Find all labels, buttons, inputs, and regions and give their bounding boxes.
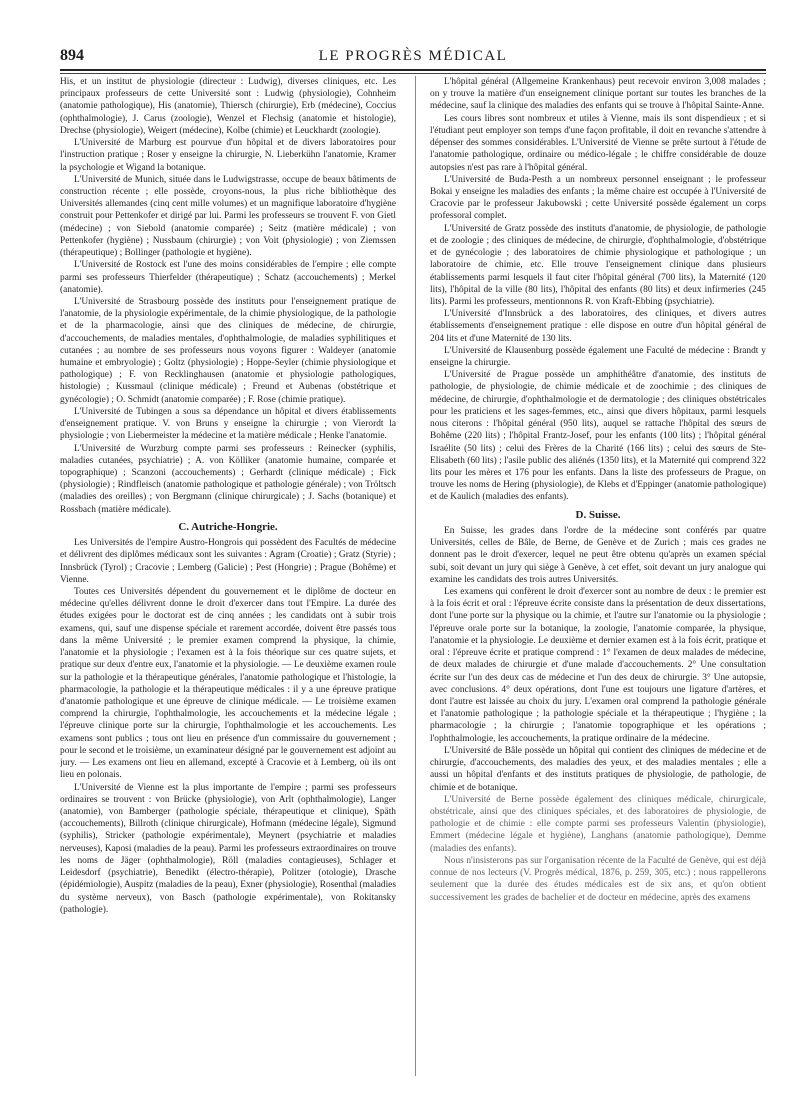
paragraph: Nous n'insisterons pas sur l'organisation récente de la Faculté de Genève, qui est déjà connue de nos lecteurs (V. Progrès médical, 1876, p. 259, 305, etc.) ; nous rappellerons seulement que la durée des études médicales est de six ans, et qu'on obtient successivement les grades de bachelier et de docteur en médecine, après des examens (430, 855, 766, 903)
paragraph: L'Université de Bâle possède un hôpital qui contient des cliniques de médecine et de chirurgie, d'accouchements, des maladies des yeux, et des maladies mentales ; elle a aussi un hôpital d'enfants et des instituts pratiques de physiologie, de pathologie, de chimie et de botanique. (430, 745, 766, 793)
paragraph: L'Université de Wurzburg compte parmi ses professeurs : Reinecker (syphilis, maladies cutanées, psychiatrie) ; A. von Kölliker (anatomie humaine, comparée et topographique) ; Scanzoni (accouchements) ; Gerhardt (clinique médicale) ; Fick (physiologie) ; Rindfleisch (anatomie pathologique et pathologie générale) ; von Tröltsch (maladies des oreilles) ; von Bergmann (clinique chirurgicale) ; J. Sachs (botanique) et Rossbach (matière médicale). (60, 443, 396, 515)
column-divider (415, 76, 416, 1076)
paragraph: L'Université de Gratz possède des instituts d'anatomie, de physiologie, de pathologie et de zoologie ; des cliniques de médecine, de chirurgie, d'ophthalmologie, d'obstétrique et de gynécologie ; des laboratoires de chimie physiologique et pathologique ; un laboratoire de chimie, etc. Elle trouve l'enseignement clinique dans plusieurs établissements parmi lesquels il faut citer l'hôpital général (700 lits), la Maternité (120 lits), l'hôpital de la ville (80 lits), l'hôpital des enfants (80 lits) et deux infirmeries (245 lits). Parmi les professeurs, mentionnons R. von Kraft-Ebbing (psychiatrie). (430, 223, 766, 307)
section-heading-austria-hungary: C. Autriche-Hongrie. (178, 520, 278, 533)
right-column (430, 76, 766, 1086)
paragraph: En Suisse, les grades dans l'ordre de la médecine sont conférés par quatre Universités, celles de Bâle, de Berne, de Genève et de Zurich ; mais ces grades ne donnent pas le droit d'exercer, lequel ne peut être obtenu qu'après un examen spécial subi, soit devant un jury qui siège à Genève, à cet effet, soit devant un jury analogue qui examine les candidats des trois autres Universités. (430, 525, 766, 585)
header-rule-thin (60, 73, 766, 74)
paragraph: L'Université de Buda-Pesth a un nombreux personnel enseignant ; le professeur Bokai y enseigne les maladies des enfants ; la même chaire est occupée à l'Université de Cracovie par le professeur Jakubowski ; cette Université possède également un corps professoral complet. (430, 174, 766, 222)
page-number: 894 (60, 47, 84, 64)
left-column (60, 76, 396, 1086)
page-header (60, 44, 766, 68)
paragraph: L'Université de Prague possède un amphithéâtre d'anatomie, des instituts de pathologie, de physiologie, de chimie médicale et de zoochimie ; des cliniques de médecine, de chirurgie, d'ophthalmologie et de dermatologie ; des cliniques obstétricales pour les praticiens et les sages-femmes, etc., ainsi que divers hôpitaux, parmi lesquels nous citerons : l'hôpital général (950 lits), auquel se rattache l'hôpital des sœurs de Bohême (220 lits) ; l'hôpital Frantz-Josef, pour les enfants (100 lits) ; l'hôpital général Israélite (50 lits) ; celui des Frères de la Charité (166 lits) ; celui des sœurs de Ste-Elisabeth (60 lits) ; l'asile public des aliénés (1350 lits), et la Maternité qui comprend 322 lits pour les mères et 176 pour les enfants. Dans la liste des professeurs de Prague, on trouve les noms de Hering (physiologie), de Klebs et d'Eppinger (anatomie pathologique) et de Kaulich (maladies des enfants). (430, 370, 766, 503)
paragraph: L'hôpital général (Allgemeine Krankenhaus) peut recevoir environ 3,008 malades ; on y trouve la matière d'un enseignement clinique portant sur toutes les branches de la médecine, sauf la clinique des maladies des enfants qui se trouve à l'hôpital Sainte-Anne. (430, 77, 766, 112)
paragraph: L'Université d'Innsbrück a des laboratoires, des cliniques, et divers autres établissements d'enseignement pratique : elle dispose en outre d'un hôpital général de 204 lits et d'une Maternité de 130 lits. (430, 309, 766, 344)
header-rule-thick (60, 69, 766, 71)
paragraph: L'Université de Strasbourg possède des instituts pour l'enseignement pratique de l'anatomie, de la physiologie expérimentale, de la chimie physiologique, de la pathologie et de la pharmacologie, ainsi que des cliniques de médecine, de chirurgie, d'accouchements, de maladies mentales, d'ophthalmologie, de maladies syphilitiques et cutanées ; au nombre de ses professeurs nous voyons figurer : Waldeyer (anatomie humaine et embryologie) ; Goltz (physiologie) ; Hoppe-Seyler (chimie physiologique et pathologique) ; F. von Recklinghausen (anatomie et physiologie pathologiques, histologie) ; Kussmaul (clinique médicale) ; Freund et Aubenas (obstétrique et gynécologie) ; O. Schmidt (anatomie comparée) ; F. Rose (chimie pratique). (60, 296, 396, 405)
section-heading-switzerland: D. Suisse. (575, 508, 621, 521)
journal-title: LE PROGRÈS MÉDICAL (318, 48, 508, 64)
paragraph: Les examens qui confèrent le droit d'exercer sont au nombre de deux : le premier est à la fois écrit et oral : l'épreuve écrite consiste dans la présentation de deux dissertations, dont l'une porte sur la physique ou la chimie, et l'autre sur l'anatomie ou la physiologie ; l'épreuve orale porte sur la botanique, la zoologie, l'anatomie comparée, la physique, l'anatomie et la physiologie. Le deuxième et dernier examen est à la fois écrit, pratique et oral : l'épreuve écrite et pratique comprend : 1° l'examen de deux malades de médecine, de deux malades de chirurgie et d'une malade d'accouchements. 2° Une consultation écrite sur l'un des deux cas de médecine et l'un des deux de chirurgie. 3° Une autopsie, avec conclusions. 4° deux opérations, dont l'une est toujours une ligature d'artères, et dont l'autre est laissée au choix du jury. L'examen oral comprend la pathologie générale et l'anatomie pathologique ; la pathologie spéciale et la thérapeutique ; l'hygiène ; la pharmacologie ; la chirurgie ; l'anatomie topographique et les opérations ; l'ophthalmologie, les accouchements, la pratique ordinaire de la médecine. (430, 587, 766, 744)
paragraph: Toutes ces Universités dépendent du gouvernement et le diplôme de docteur en médecine qu'elles délivrent donne le droit d'exercer dans tout l'Empire. La durée des études exigées pour le doctorat est de cinq années ; les candidats ont à subir trois examens, qui, sauf une dispense spéciale et rarement accordée, doivent être passés tous dans la même Université ; le premier examen comprend la physique, la chimie, l'anatomie et la physiologie ; l'examen est à la fois théorique sur ces quatre sujets, et pratique sur deux d'entre eux, l'anatomie et la physiologie. — Le deuxième examen roule sur la pathologie et la thérapeutique générales, l'anatomie pathologique et l'histologie, la pharmacologie, la pathologie et la thérapeutique médicales : il y a une épreuve pratique d'anatomie pathologique et une épreuve de clinique médicale. — Le troisième examen comprend la chirurgie, l'ophthalmologie, les accouchements et la médecine légale ; l'épreuve clinique porte sur la chirurgie, l'ophthalmologie et les accouchements. Les examens sont publics ; tous ont lieu en présence d'un commissaire du gouvernement ; pour le second et le troisième, un examinateur désigné par le gouvernement est adjoint au jury. — Les examens ont lieu en allemand, excepté à Cracovie et à Lemberg, où ils ont lieu en polonais. (60, 587, 396, 781)
paragraph: L'Université de Tubingen a sous sa dépendance un hôpital et divers établissements d'enseignement pratique. V. von Bruns y enseigne la chirurgie ; von Vierordt la physiologie ; von Liebermeister la médecine et la matière médicale ; Henke l'anatomie. (60, 406, 396, 442)
paragraph: L'Université de Berne possède également des cliniques médicale, chirurgicale, obstétricale, ainsi que des cliniques spéciales, et des laboratoires de physiologie, de pathologie et de chimie : elle compte parmi ses professeurs Valentin (physiologie), Emmert (médecine légale et hygiène), Langhans (anatomie pathologique), Demme (maladies des enfants). (430, 794, 766, 854)
paragraph: Les Universités de l'empire Austro-Hongrois qui possèdent des Facultés de médecine et délivrent des diplômes médicaux sont les suivantes : Agram (Croatie) ; Gratz (Styrie) ; Innsbrück (Tyrol) ; Cracovie ; Lemberg (Galicie) ; Pest (Hongrie) ; Prague (Bohême) et Vienne. (60, 538, 396, 585)
paragraph: L'Université de Vienne est la plus importante de l'empire ; parmi ses professeurs ordinaires se trouvent : von Brücke (physiologie), von Arlt (ophthalmologie), Langer (anatomie), von Bamberger (pathologie spéciale, thérapeutique et clinique), Späth (accouchements), Billroth (clinique chirurgicale), Hofmann (médecine légale), Sigmund (syphilis), Stricker (pathologie expérimentale), Meynert (psychiatrie et maladies nerveuses), Kaposi (maladies de la peau). Parmi les professeurs extraordinaires on trouve les noms de Jäger (ophthalmologie), Röll (maladies contagieuses), Schlager et Leidesdorf (psychiatrie), Benedikt (électro-thérapie), Politzer (otologie), Drasche (épidémiologie), Auspitz (maladies de la peau), Exner (physiologie), Rosenthal (maladies du système nerveux), von Basch (pathologie expérimentale), von Rokitansky (pathologie). (60, 782, 396, 915)
paragraph: L'Université de Munich, située dans le Ludwigstrasse, occupe de beaux bâtiments de construction récente ; elle possède, croyons-nous, la plus riche bibliothèque des Universités allemandes (cinq cent mille volumes) et un magnifique laboratoire d'hygiène construit pour Pettenkofer et dirigé par lui. Parmi les professeurs se trouvent F. von Gietl (médecine) ; von Siebold (anatomie comparée) ; Seitz (matière médicale) ; von Pettenkofer (hygiène) ; Nussbaum (chirurgie) ; von Voit (physiologie) ; von Ziemssen (thérapeutique) ; Bollinger (pathologie et hygiène). (60, 174, 396, 259)
paragraph: L'Université de Rostock est l'une des moins considérables de l'empire ; elle compte parmi ses professeurs Thierfelder (thérapeutique) ; Schatz (accouchements) ; Merkel (anatomie). (60, 260, 396, 295)
paragraph: Les cours libres sont nombreux et utiles à Vienne, mais ils sont dispendieux ; et si l'étudiant peut employer son temps d'une façon profitable, il doit en revanche s'attendre à dépenser des sommes considérables. L'Université de Vienne se prête surtout à l'étude de l'anatomie pathologique, ordinaire ou médico-légale ; le chiffre considérable de douze autopsies n'est pas rare à l'hôpital général. (430, 113, 766, 173)
paragraph: L'Université de Marburg est pourvue d'un hôpital et de divers laboratoires pour l'instruction pratique ; Roser y enseigne la chirurgie, N. Lieberkühn l'anatomie, Kramer la psychologie et Wigand la botanique. (60, 138, 396, 173)
paragraph: His, et un institut de physiologie (directeur : Ludwig), diverses cliniques, etc. Les principaux professeurs de cette Université sont : Ludwig (physiologie), Cohnheim (anatomie pathologique), His (anatomie), Thiersch (chirurgie), Erb (médecine), Coccius (ophthalmologie), J. Carus (zoologie), Wenzel et Flechsig (anatomie et histologie), Drechse (physiologie), Weigert (médecine), Kolbe (chimie) et Leuckhardt (zoologie). (60, 77, 396, 136)
paragraph: L'Université de Klausenburg possède également une Faculté de médecine : Brandt y enseigne la chirurgie. (430, 345, 766, 369)
